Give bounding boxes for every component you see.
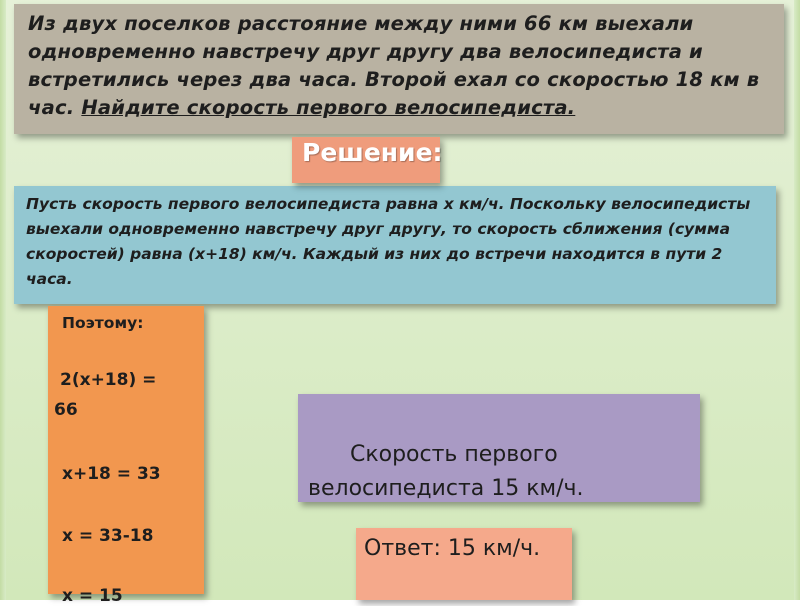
equations-panel xyxy=(48,306,204,606)
problem-text: Из двух поселков расстояние между ними 66 км выехали одновременно навстречу друг другу два велосипедиста и встретились через два часа. Второй ехал со скоростью 18 км в час. xyxy=(28,12,760,119)
equation-step-3: х = 33-18 xyxy=(62,526,154,546)
explanation-text: Пусть скорость первого велосипедиста равна х км/ч. Поскольку велосипедисты выехали одновременно навстречу друг другу, то скорость сближения (сумма скоростей) равна (х+18) км/ч. Каждый из них до встречи находится в пути 2 часа. xyxy=(26,195,751,288)
solution-explanation xyxy=(14,186,776,304)
equation-step-4: х = 15 xyxy=(62,586,123,606)
equation-step-2: х+18 = 33 xyxy=(62,464,161,484)
equation-step-1b: 66 xyxy=(54,400,78,420)
solution-label xyxy=(292,137,443,183)
conclusion-text: Скорость первого велосипедиста 15 км/ч. xyxy=(308,442,584,501)
slide-right-edge xyxy=(794,0,800,600)
slide-left-edge xyxy=(0,0,6,600)
equation-step-1a: 2(х+18) = xyxy=(60,370,157,390)
equations-intro: Поэтому: xyxy=(62,314,144,332)
conclusion-box xyxy=(298,394,700,502)
answer-text: Ответ: 15 км/ч. xyxy=(364,536,541,561)
solution-label-text: Решение: xyxy=(302,138,443,167)
problem-question: Найдите скорость первого велосипедиста. xyxy=(81,96,576,119)
problem-statement xyxy=(14,4,784,134)
answer-box xyxy=(356,528,572,600)
